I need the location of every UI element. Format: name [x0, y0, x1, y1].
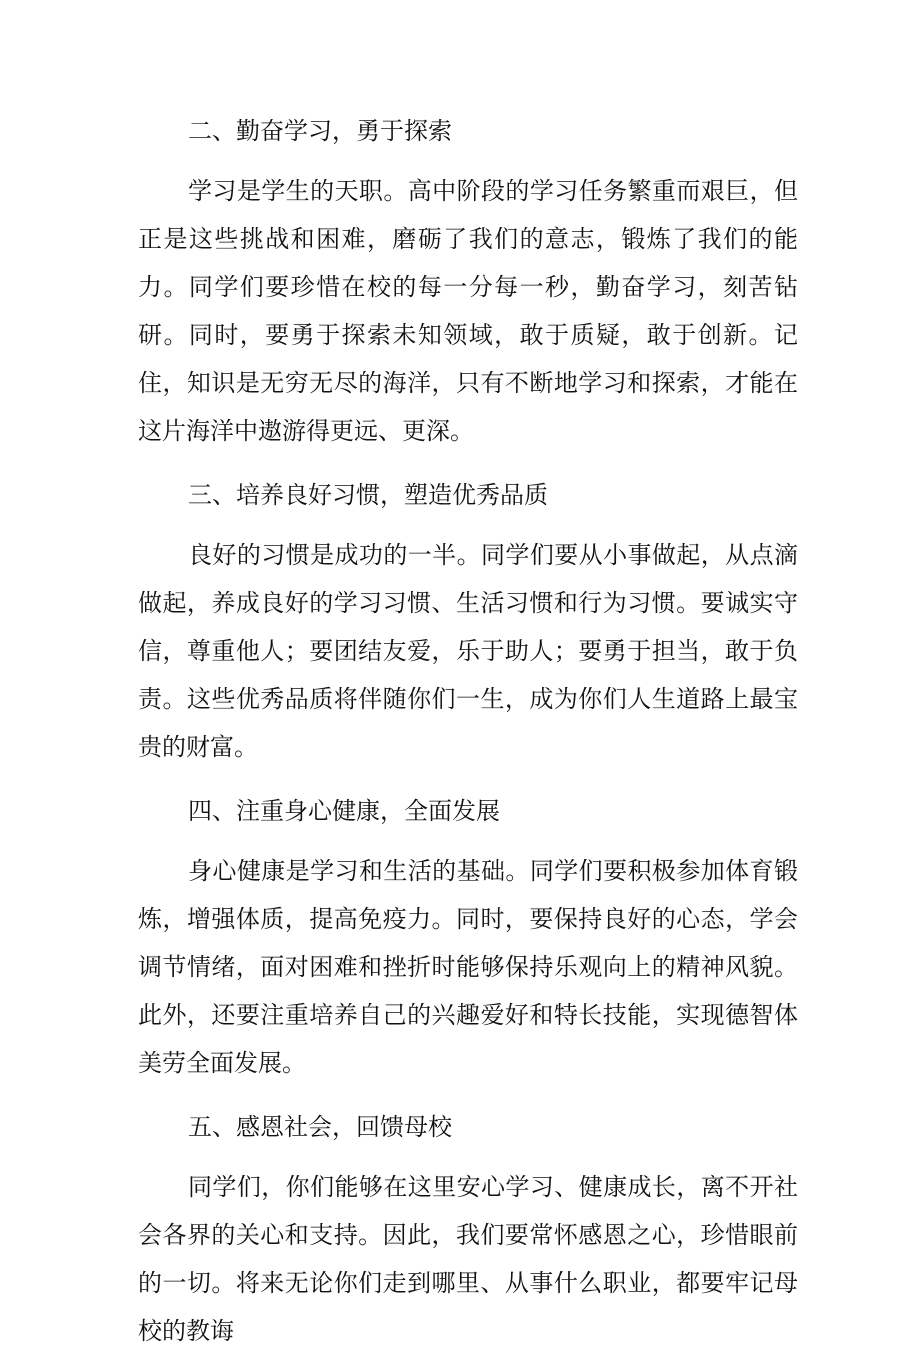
section-heading-2: 二、勤奋学习，勇于探索	[188, 117, 452, 145]
section-paragraph-5: 同学们，你们能够在这里安心学习、健康成长，离不开社会各界的关心和支持。因此，我们要常怀感恩之心，珍惜眼前的一切。将来无论你们走到哪里、从事什么职业，都要牢记母校的教诲	[138, 1173, 798, 1345]
section-heading-5: 五、感恩社会，回馈母校	[188, 1113, 452, 1141]
section-paragraph-4: 身心健康是学习和生活的基础。同学们要积极参加体育锻炼，增强体质，提高免疫力。同时，要保持良好的心态，学会调节情绪，面对困难和挫折时能够保持乐观向上的精神风貌。此外，还要注重培养自己的兴趣爱好和特长技能，实现德智体美劳全面发展。	[138, 857, 798, 1077]
section-heading-4: 四、注重身心健康，全面发展	[188, 797, 500, 825]
section-paragraph-2: 学习是学生的天职。高中阶段的学习任务繁重而艰巨，但正是这些挑战和困难，磨砺了我们的意志，锻炼了我们的能力。同学们要珍惜在校的每一分每一秒，勤奋学习，刻苦钻研。同时，要勇于探索未知领域，敢于质疑，敢于创新。记住，知识是无穷无尽的海洋，只有不断地学习和探索，才能在这片海洋中遨游得更远、更深。	[138, 177, 798, 445]
document-body	[138, 107, 798, 1371]
section-paragraph-3: 良好的习惯是成功的一半。同学们要从小事做起，从点滴做起，养成良好的学习习惯、生活习惯和行为习惯。要诚实守信，尊重他人；要团结友爱，乐于助人；要勇于担当，敢于负责。这些优秀品质将伴随你们一生，成为你们人生道路上最宝贵的财富。	[138, 541, 798, 761]
section-heading-3: 三、培养良好习惯，塑造优秀品质	[188, 481, 548, 509]
